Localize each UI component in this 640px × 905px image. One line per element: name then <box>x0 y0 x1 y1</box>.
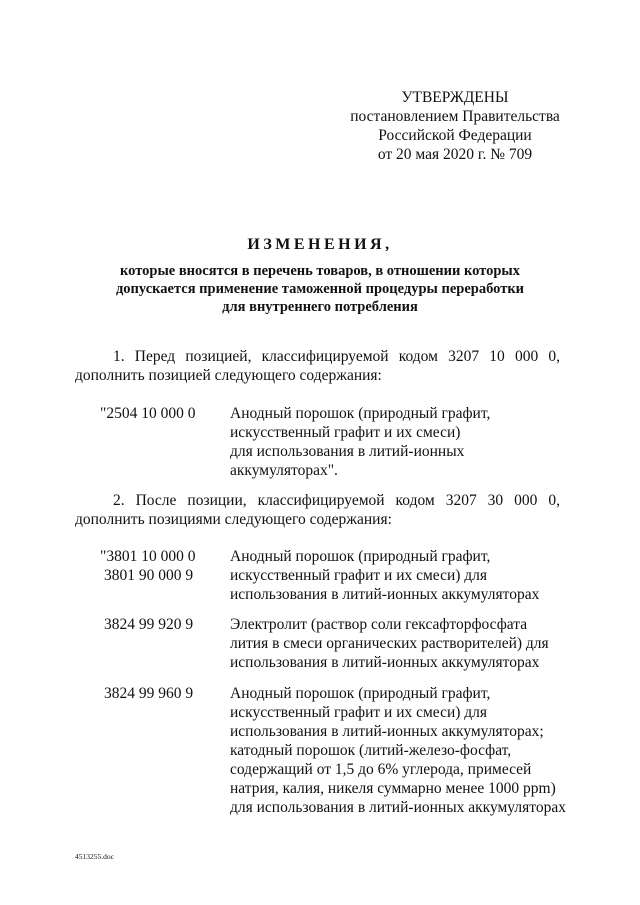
desc-line: лития в смеси органических растворителей) для <box>230 635 549 652</box>
desc-line: Анодный порошок (природный графит, <box>230 548 491 565</box>
subtitle-line: для внутреннего потребления <box>222 299 418 315</box>
entry3-code: 3824 99 960 9 <box>104 685 194 702</box>
desc-line: содержащий от 1,5 до 6% углерода, примесей <box>230 761 532 778</box>
approved-by-line: постановлением Правительства <box>350 108 560 125</box>
entry1-code: 3801 90 000 9 <box>104 567 194 584</box>
desc-line: для использования в литий-ионных аккумуляторах <box>230 799 566 816</box>
item2-line2: дополнить позициями следующего содержания: <box>75 511 392 528</box>
desc-line: аккумуляторах". <box>230 462 338 479</box>
approval-block <box>340 88 570 164</box>
desc-line: натрия, калия, никеля суммарно менее 1000 ppm) <box>230 780 556 797</box>
entry3-description <box>230 684 566 817</box>
desc-line: Электролит (раствор соли гексафторфосфата <box>230 616 528 633</box>
desc-line: использования в литий-ионных аккумуляторах <box>230 654 540 671</box>
entry1-code: "3801 10 000 0 <box>100 548 196 565</box>
desc-line: использования в литий-ионных аккумуляторах <box>230 586 540 603</box>
item1-code: "2504 10 000 0 <box>100 405 196 422</box>
file-reference: 4513255.doc <box>75 852 114 861</box>
desc-line: использования в литий-ионных аккумуляторах; <box>230 723 544 740</box>
item2-paragraph <box>75 491 560 529</box>
desc-line: искусственный графит и их смеси) для <box>230 567 488 584</box>
approved-heading: УТВЕРЖДЕНЫ <box>401 89 509 106</box>
item1-description <box>230 404 560 480</box>
desc-line: искусственный графит и их смеси) для <box>230 704 488 721</box>
entry2-code: 3824 99 920 9 <box>104 616 194 633</box>
subtitle-line: которые вносятся в перечень товаров, в отношении которых <box>120 263 520 279</box>
entry1-description <box>230 547 560 604</box>
desc-line: Анодный порошок (природный графит, <box>230 405 491 422</box>
desc-line: катодный порошок (литий-железо-фосфат, <box>230 742 512 759</box>
item1-line1: 1. Перед позицией, классифицируемой кодом 3207 10 000 0, <box>113 348 560 365</box>
desc-line: для использования в литий-ионных <box>230 443 465 460</box>
desc-line: искусственный графит и их смеси) <box>230 424 461 441</box>
approved-government-line: Российской Федерации <box>378 127 532 144</box>
document-title: ИЗМЕНЕНИЯ, <box>247 236 393 253</box>
entry2-description <box>230 615 560 672</box>
document-subtitle <box>60 262 580 316</box>
desc-line: Анодный порошок (природный графит, <box>230 685 491 702</box>
subtitle-line: допускается применение таможенной процедуры переработки <box>115 281 525 297</box>
item1-line2: дополнить позицией следующего содержания: <box>75 367 382 384</box>
approved-date-number: от 20 мая 2020 г. № 709 <box>377 146 533 163</box>
item2-line1: 2. После позиции, классифицируемой кодом 3207 30 000 0, <box>113 492 560 509</box>
item1-paragraph <box>75 347 560 385</box>
